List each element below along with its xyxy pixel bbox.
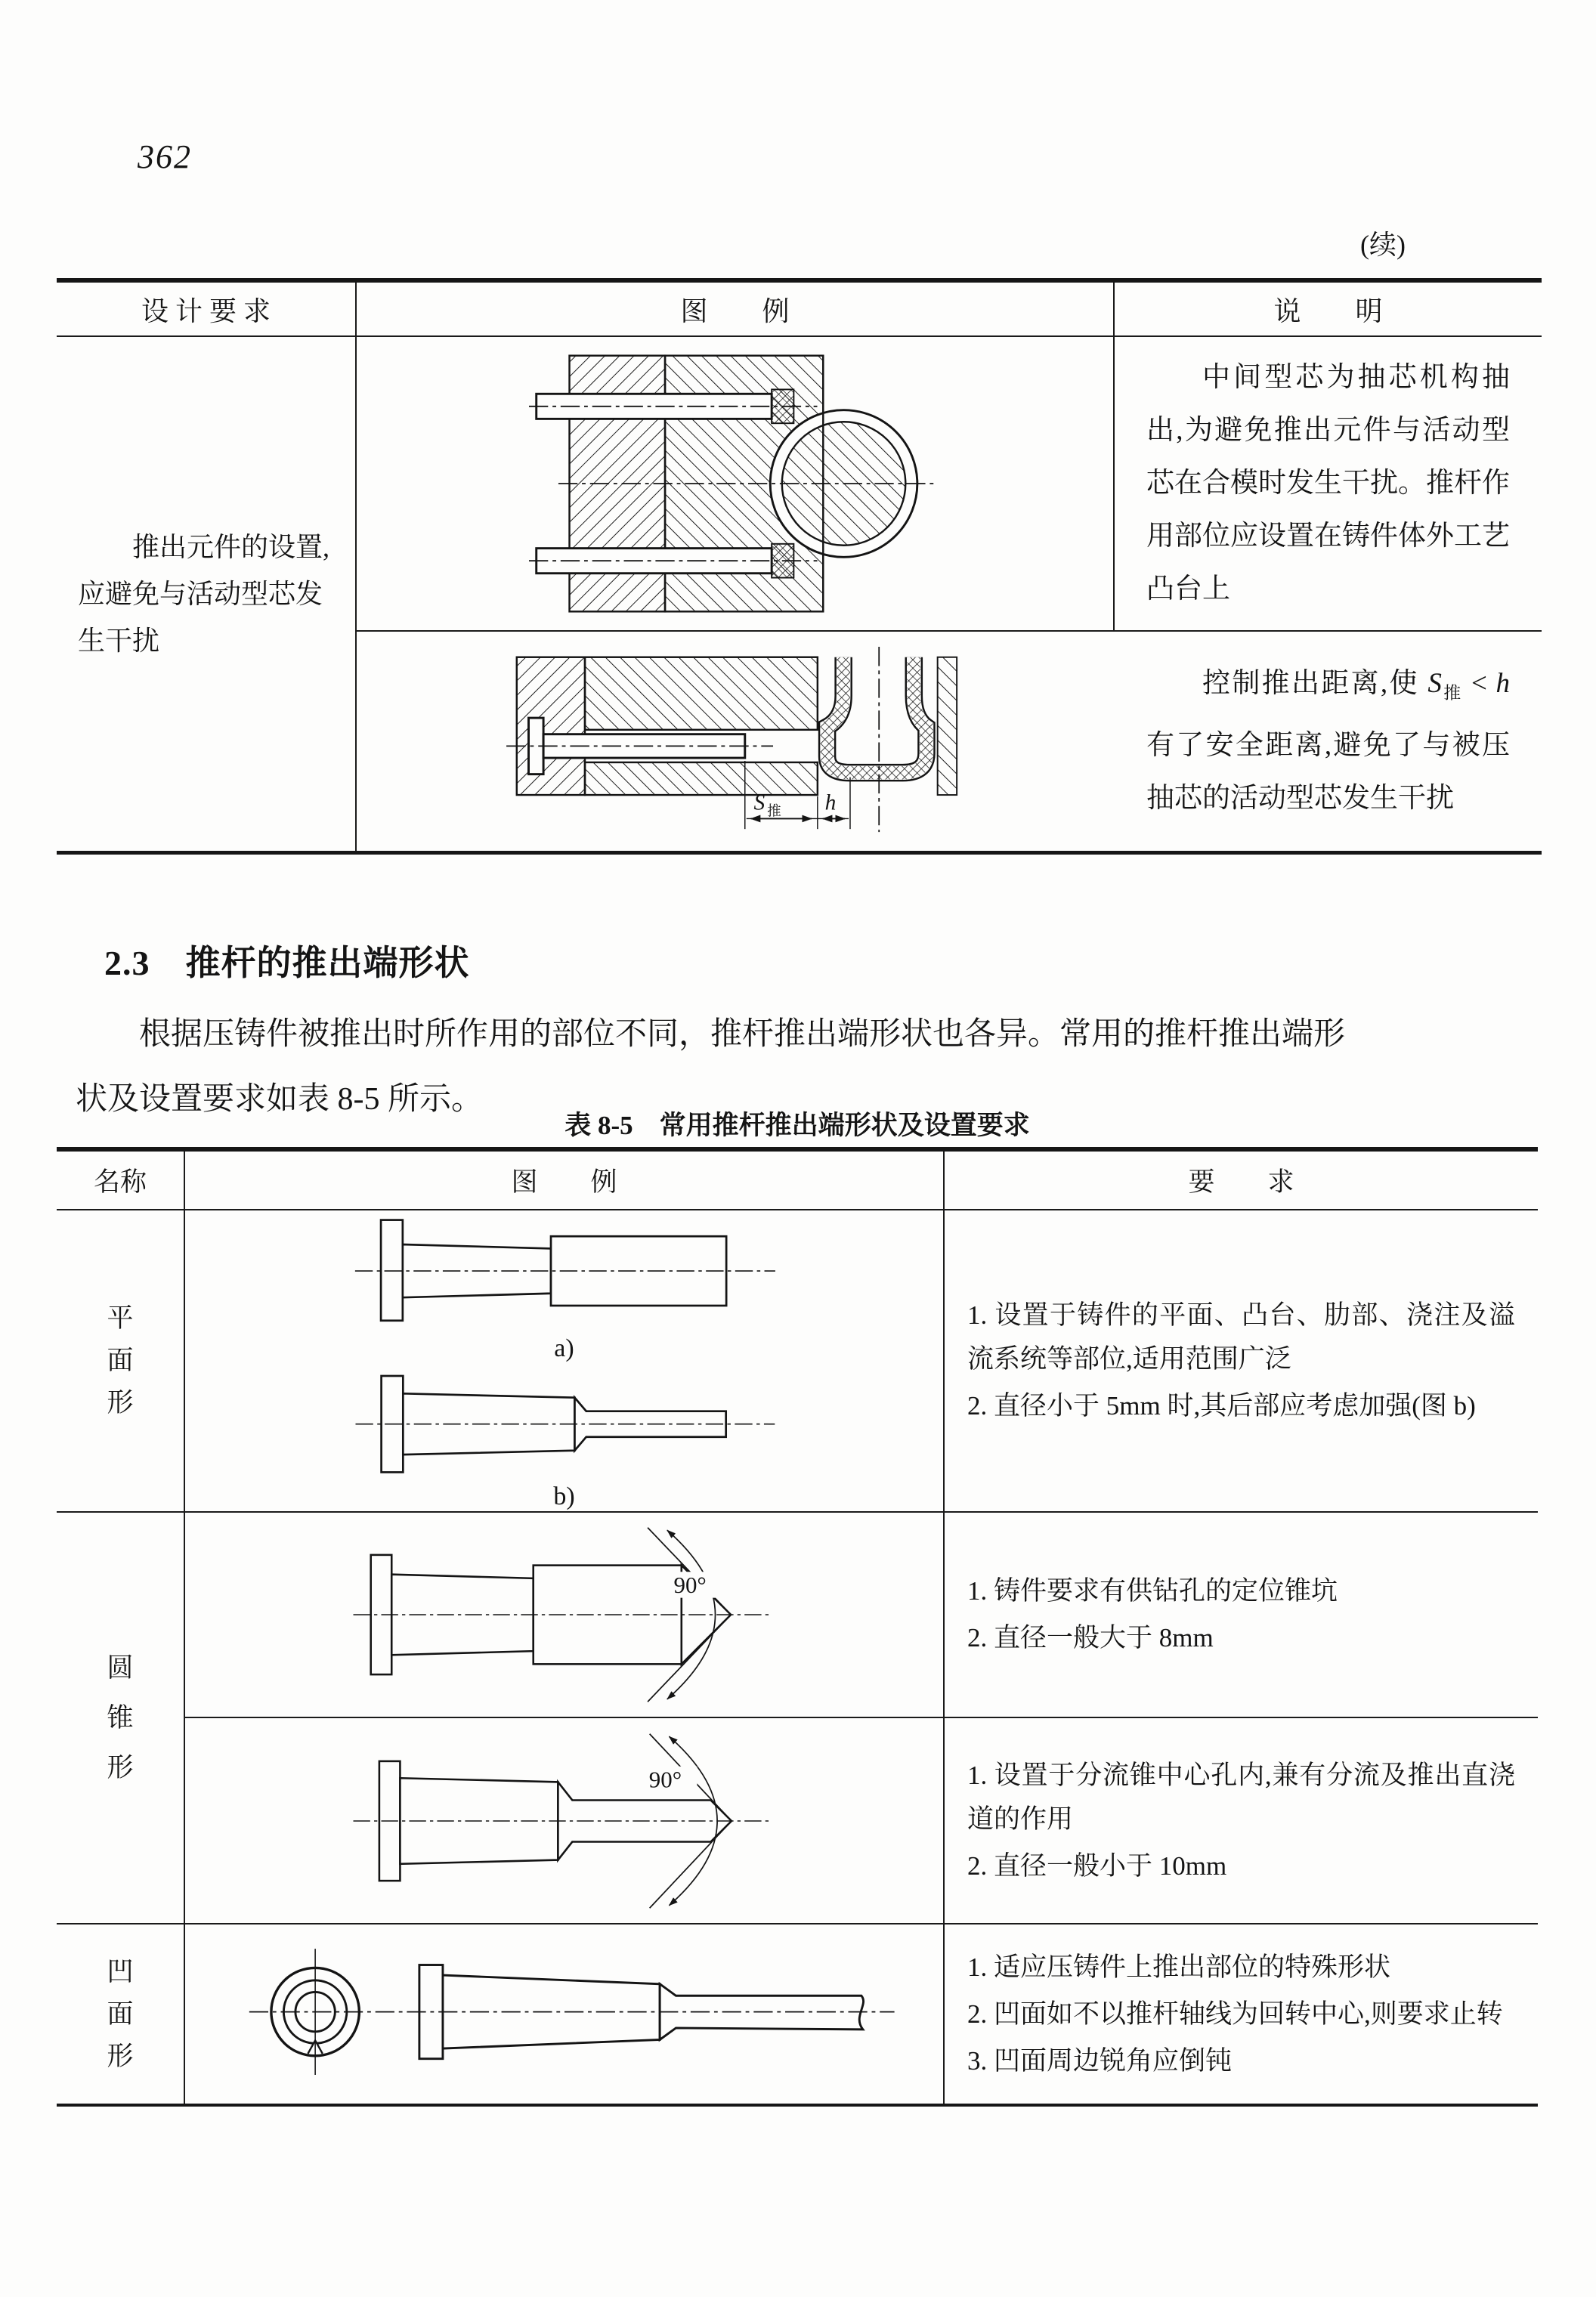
t1-illustration-1-cell <box>357 337 1115 632</box>
dimension-h-label: h <box>824 790 836 815</box>
t1-explanation-1-cell <box>1115 337 1542 632</box>
conical-pushrod-small-drawing <box>319 1724 810 1918</box>
requirement-item: 2. 直径一般小于 10mm <box>967 1850 1227 1881</box>
requirement-item: 2. 直径小于 5mm 时,其后部应考虑加强(图 b) <box>967 1391 1476 1421</box>
requirement-item: 2. 直径一般大于 8mm <box>967 1623 1214 1652</box>
s-variable: S <box>1427 667 1442 699</box>
continued-marker: (续) <box>1360 230 1406 260</box>
dimension-s-subscript: 推 <box>766 803 781 820</box>
dimension-s-label: S <box>753 790 765 815</box>
t1-explanation-2-cell <box>1115 632 1542 851</box>
t1-requirement-cell <box>57 337 357 851</box>
requirement-item: 1. 设置于分流锥中心孔内,兼有分流及推出直浇道的作用 <box>967 1760 1515 1834</box>
t1-header-illustration: 图 例 <box>357 283 1115 337</box>
flat-requirements-cell <box>945 1210 1538 1513</box>
paragraph-line-2: 状及设置要求如表 8-5 所示。 <box>76 1082 483 1117</box>
t1-header-design-requirement: 设 计 要 求 <box>57 283 357 337</box>
angle-label: 90° <box>648 1765 682 1792</box>
section-heading: 2.3 推杆的推出端形状 <box>104 944 470 982</box>
t1-header-explanation: 说 明 <box>1115 283 1542 337</box>
flat-pushrod-b-drawing <box>330 1369 799 1478</box>
row-name-concave: 凹面形 <box>57 1924 185 2104</box>
flat-pushrod-illustrations-cell <box>185 1210 945 1513</box>
conical-a-requirements-cell <box>945 1513 1538 1718</box>
t2-header-name: 名称 <box>57 1152 185 1210</box>
casting-wall-section <box>827 657 926 773</box>
requirement-item: 1. 适应压铸件上推出部位的特殊形状 <box>967 1952 1391 1982</box>
concave-pushrod-drawing <box>202 1928 927 2101</box>
h-variable: h <box>1495 667 1510 699</box>
design-requirements-table <box>57 278 1542 855</box>
requirement-item: 1. 铸件要求有供钻孔的定位锥坑 <box>967 1576 1338 1606</box>
t2-header-requirement: 要 求 <box>945 1152 1538 1210</box>
mold-section-with-circle-drawing <box>529 344 941 623</box>
conical-pushrod-b-cell <box>185 1718 945 1924</box>
t1-explanation-2-text: 控制推出距离,使 $S_推 < h$ 有了安全距离,避免了与被压抽芯的活动型芯发生干扰 <box>1146 667 1510 815</box>
ejection-distance-drawing <box>506 647 967 836</box>
requirement-item: 3. 凹面周边锐角应倒钝 <box>967 2045 1233 2076</box>
conical-pushrod-a-cell <box>185 1513 945 1718</box>
flat-pushrod-a-drawing <box>330 1210 799 1330</box>
t1-illustration-2-cell <box>357 632 1115 851</box>
conical-b-requirements-cell <box>945 1718 1538 1924</box>
pushrod-end-shapes-table <box>57 1147 1538 2107</box>
row-name-conical: 圆锥形 <box>57 1513 185 1924</box>
t2-header-illustration: 图 例 <box>185 1152 945 1210</box>
concave-pushrod-cell <box>185 1924 945 2104</box>
t1-requirement-text: 推出元件的设置,应避免与活动型芯发生干扰 <box>78 532 330 656</box>
angle-label: 90° <box>673 1571 707 1598</box>
requirement-item: 1. 设置于铸件的平面、凸台、肋部、浇注及溢流系统等部位,适用范围广泛 <box>967 1300 1515 1374</box>
table-8-5-caption: 表 8-5 常用推杆推出端形状及设置要求 <box>564 1111 1030 1140</box>
row-name-flat: 平面形 <box>57 1210 185 1513</box>
concave-requirements-cell <box>945 1924 1538 2104</box>
requirement-item: 2. 凹面如不以推杆轴线为回转中心,则要求止转 <box>967 1999 1503 2029</box>
conical-pushrod-large-drawing <box>319 1517 810 1712</box>
label-b: b) <box>553 1482 575 1510</box>
label-a: a) <box>554 1334 574 1363</box>
page-number: 362 <box>138 138 192 175</box>
paragraph-line-1: 根据压铸件被推出时所作用的部位不同，推杆推出端形状也各异。常用的推杆推出端形 <box>139 1017 1346 1052</box>
rod-head <box>381 1220 403 1321</box>
t1-explanation-1-text: 中间型芯为抽芯机构抽出,为避免推出元件与活动型芯在合模时发生干扰。推杆作用部位应设置在铸件体外工艺凸台上 <box>1146 362 1510 604</box>
